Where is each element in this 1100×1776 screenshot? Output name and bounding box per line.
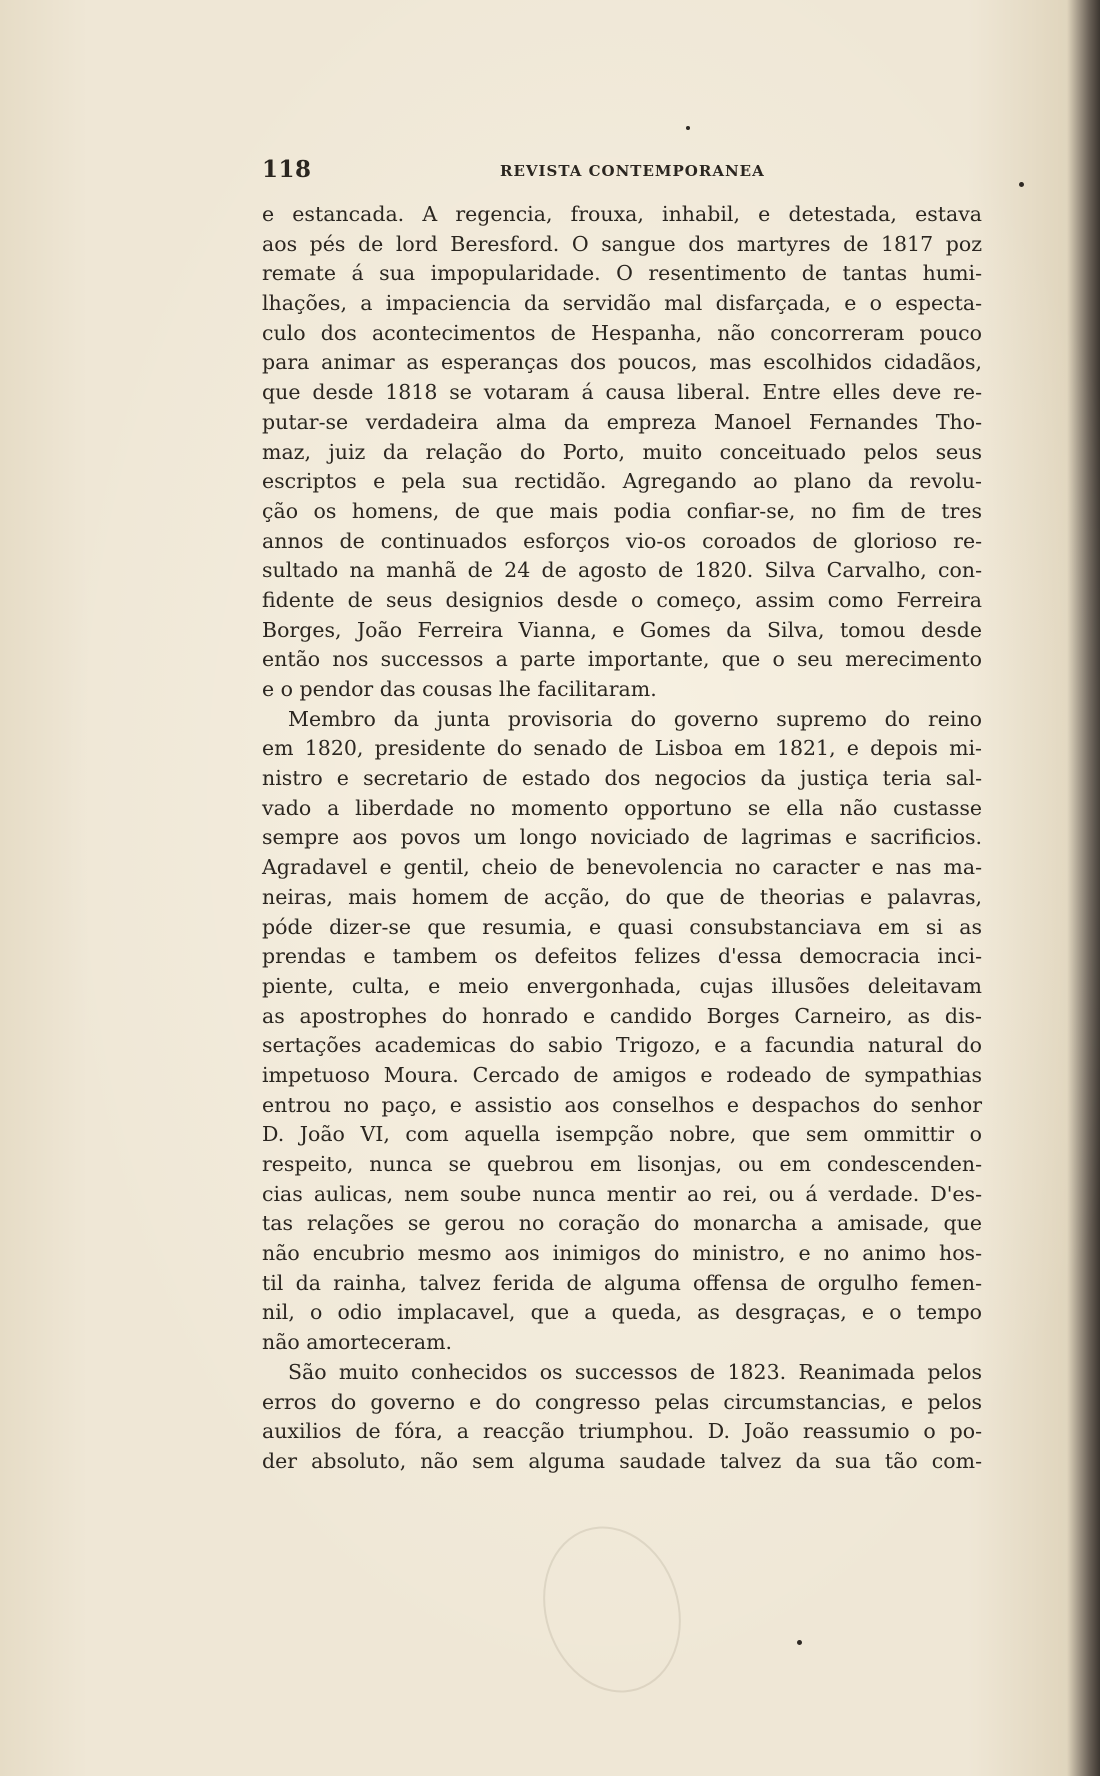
text-line: então nos successos a parte importante, que o seu merecimento xyxy=(262,647,982,672)
text-line: em 1820, presidente do senado de Lisboa em 1821, e depois mi- xyxy=(262,736,982,761)
running-title: REVISTA CONTEMPORANEA xyxy=(500,162,765,180)
faded-library-stamp xyxy=(522,1508,702,1710)
text-line: ção os homens, de que mais podia confiar-se, no fim de tres xyxy=(262,498,982,523)
text-line: impetuoso Moura. Cercado de amigos e rodeado de sympathias xyxy=(262,1062,982,1087)
text-line: prendas e tambem os defeitos felizes d'essa democracia inci- xyxy=(262,944,982,969)
text-line: erros do governo e do congresso pelas circumstancias, e pelos xyxy=(262,1389,982,1414)
text-line: e estancada. A regencia, frouxa, inhabil, e detestada, estava xyxy=(262,202,982,226)
text-line: lhações, a impaciencia da servidão mal disfarçada, e o especta- xyxy=(262,291,982,316)
text-line: escriptos e pela sua rectidão. Agregando ao plano da revolu- xyxy=(262,469,982,494)
text-line: cias aulicas, nem soube nunca mentir ao rei, ou á verdade. D'es- xyxy=(262,1181,982,1206)
text-line: respeito, nunca se quebrou em lisonjas, ou em condescenden- xyxy=(262,1152,982,1176)
text-line: sertações academicas do sabio Trigozo, e a facundia natural do xyxy=(262,1033,982,1058)
text-line: sempre aos povos um longo noviciado de lagrimas e sacrificios. xyxy=(262,825,982,850)
text-line: til da rainha, talvez ferida de alguma offensa de orgulho femen- xyxy=(262,1270,982,1295)
text-line: para animar as esperanças dos poucos, mas escolhidos cidadãos, xyxy=(262,350,982,375)
text-line: tas relações se gerou no coração do monarcha a amisade, que xyxy=(262,1211,982,1236)
text-line: aos pés de lord Beresford. O sangue dos martyres de 1817 poz xyxy=(262,231,982,256)
text-line: póde dizer-se que resumia, e quasi consubstanciava em si as xyxy=(262,914,982,939)
text-line: que desde 1818 se votaram á causa liberal. Entre elles deve re- xyxy=(262,380,982,405)
text-line: maz, juiz da relação do Porto, muito conceituado pelos seus xyxy=(262,439,982,464)
text-line: culo dos acontecimentos de Hespanha, não concorreram pouco xyxy=(262,320,982,345)
text-line: der absoluto, não sem alguma saudade talvez da sua tão com- xyxy=(262,1448,982,1473)
text-line: putar-se verdadeira alma da empreza Manoel Fernandes Tho- xyxy=(262,409,982,434)
ink-spot xyxy=(1019,182,1024,187)
text-line: annos de continuados esforços vio-os coroados de glorioso re- xyxy=(262,528,982,553)
ink-spot xyxy=(686,126,690,130)
body-text xyxy=(262,200,982,1477)
text-line: não encubrio mesmo aos inimigos do ministro, e no animo hos- xyxy=(262,1241,982,1266)
text-line: fidente de seus designios desde o começo, assim como Ferreira xyxy=(262,587,982,612)
text-line: D. João VI, com aquella isempção nobre, que sem ommittir o xyxy=(262,1122,982,1147)
text-line: sultado na manhã de 24 de agosto de 1820. Silva Carvalho, con- xyxy=(262,558,982,583)
text-line: vado a liberdade no momento opportuno se ella não custasse xyxy=(262,795,982,820)
text-line: nil, o odio implacavel, que a queda, as desgraças, e o tempo xyxy=(262,1300,982,1325)
text-line: piente, culta, e meio envergonhada, cujas illusões deleitavam xyxy=(262,973,982,998)
text-line: auxilios de fóra, a reacção triumphou. D. João reassumio o po- xyxy=(262,1419,982,1444)
ink-spot xyxy=(797,1640,802,1645)
text-line: Borges, João Ferreira Vianna, e Gomes da Silva, tomou desde xyxy=(262,617,982,642)
text-line: Agradavel e gentil, cheio de benevolencia no caracter e nas ma- xyxy=(262,855,982,880)
text-line: entrou no paço, e assistio aos conselhos e despachos do senhor xyxy=(262,1092,982,1117)
text-line: neiras, mais homem de acção, do que de theorias e palavras, xyxy=(262,884,982,909)
page-header xyxy=(262,156,982,186)
page-number: 118 xyxy=(262,156,312,183)
paragraph-first-line: São muito conhecidos os successos de 1823. Reanimada pelos xyxy=(288,1359,982,1384)
text-line: as apostrophes do honrado e candido Borges Carneiro, as dis- xyxy=(262,1003,982,1028)
text-line: nistro e secretario de estado dos negocios da justiça teria sal- xyxy=(262,766,982,791)
text-line: e o pendor das cousas lhe facilitaram. xyxy=(262,677,657,701)
text-line: não amorteceram. xyxy=(262,1330,453,1355)
paragraph-first-line: Membro da junta provisoria do governo supremo do reino xyxy=(288,706,982,731)
text-line: remate á sua impopularidade. O resentimento de tantas humi- xyxy=(262,261,982,286)
